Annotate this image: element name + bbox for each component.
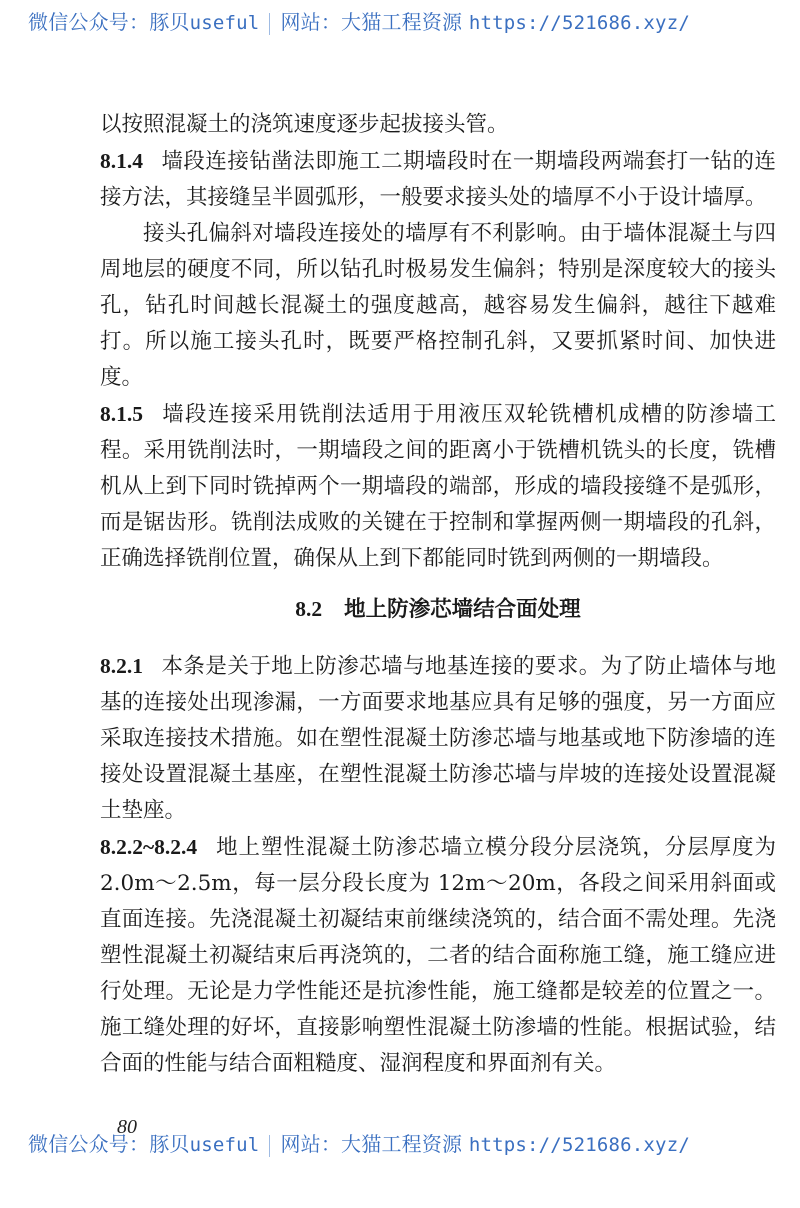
clause-number: 8.1.4 (100, 149, 143, 173)
watermark-bottom (28, 1128, 788, 1158)
watermark-wechat-id: useful (189, 1134, 260, 1156)
clause-8-1-4 (100, 143, 776, 216)
clause-8-2-1 (100, 648, 776, 829)
clause-8-1-5 (100, 396, 776, 577)
watermark-wechat-label: 微信公众号：豚贝 (28, 1132, 190, 1156)
watermark-site-label: 网站：大猫工程资源 (280, 10, 463, 34)
clause-text: 墙段连接采用铣削法适用于用液压双轮铣槽机成槽的防渗墙工程。采用铣削法时，一期墙段之间的距离小于铣槽机铣头的长度，铣槽机从上到下同时铣掉两个一期墙段的端部，形成的墙段接缝不是弧形，而是锯齿形。铣削法成败的关键在于控制和掌握两侧一期墙段的孔斜，正确选择铣削位置，确保从上到下都能同时铣到两侧的一期墙段。 (100, 402, 776, 571)
clause-number: 8.2.1 (100, 654, 143, 678)
clause-text: 本条是关于地上防渗芯墙与地基连接的要求。为了防止墙体与地基的连接处出现渗漏，一方面要求地基应具有足够的强度，另一方面应采取连接技术措施。如在塑性混凝土防渗芯墙与地基或地下防渗墙的连接处设置混凝土基座，在塑性混凝土防渗芯墙与岸坡的连接处设置混凝土垫座。 (100, 654, 776, 823)
watermark-wechat-id: useful (189, 12, 260, 34)
watermark-divider (269, 13, 270, 35)
page-number: 80 (117, 1116, 137, 1138)
watermark-site-url: https://521686.xyz/ (468, 12, 690, 34)
watermark-site-label: 网站：大猫工程资源 (280, 1132, 463, 1156)
section-number: 8.2 (295, 597, 323, 621)
clause-text: 墙段连接钻凿法即施工二期墙段时在一期墙段两端套打一钻的连接方法，其接缝呈半圆弧形，一般要求接头处的墙厚不小于设计墙厚。 (100, 149, 776, 210)
watermark-site-url: https://521686.xyz/ (468, 1134, 690, 1156)
watermark-wechat-label: 微信公众号：豚贝 (28, 10, 190, 34)
clause-number: 8.1.5 (100, 402, 143, 426)
section-title: 地上防渗芯墙结合面处理 (344, 597, 581, 622)
watermark-top (28, 6, 788, 36)
clause-8-2-2-to-8-2-4 (100, 829, 776, 1082)
watermark-divider (269, 1135, 270, 1157)
section-heading-8-2 (100, 591, 776, 628)
clause-number: 8.2.2~8.2.4 (100, 835, 198, 859)
paragraph-hole-deviation: 接头孔偏斜对墙段连接处的墙厚有不利影响。由于墙体混凝土与四周地层的硬度不同，所以钻孔时极易发生偏斜；特别是深度较大的接头孔，钻孔时间越长混凝土的强度越高，越容易发生偏斜，越往下越难打。所以施工接头孔时，既要严格控制孔斜，又要抓紧时间、加快进度。 (100, 221, 776, 390)
clause-text: 地上塑性混凝土防渗芯墙立模分段分层浇筑，分层厚度为 2.0m～2.5m，每一层分段长度为 12m～20m，各段之间采用斜面或直面连接。先浇混凝土初凝结束前继续浇筑的，结合面不需处理。先浇塑性混凝土初凝结束后再浇筑的，二者的结合面称施工缝，施工缝应进行处理。无论是力学性能还是抗渗性能，施工缝都是较差的位置之一。施工缝处理的好坏，直接影响塑性混凝土防渗墙的性能。根据试验，结合面的性能与结合面粗糙度、湿润程度和界面剂有关。 (100, 835, 776, 1076)
document-body (100, 107, 776, 1082)
paragraph-continuation: 以按照混凝土的浇筑速度逐步起拔接头管。 (100, 112, 509, 137)
